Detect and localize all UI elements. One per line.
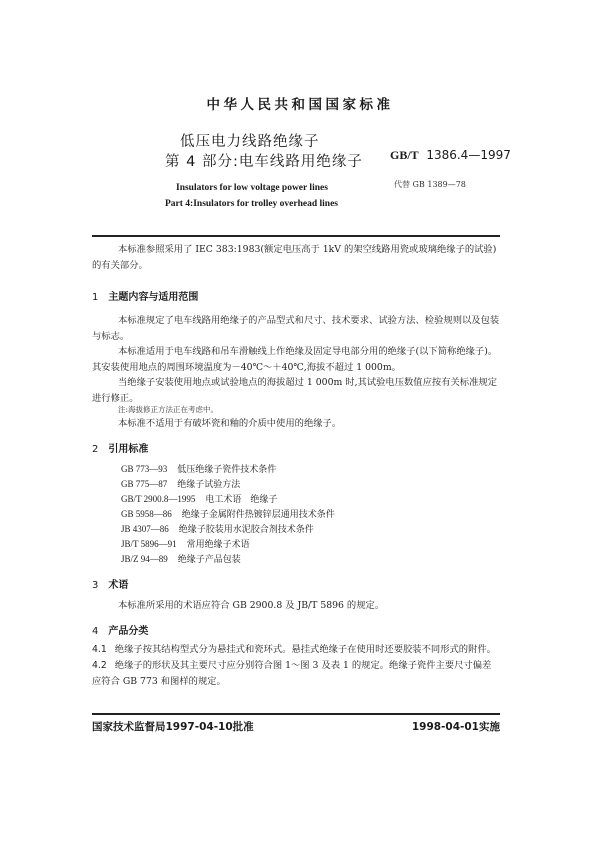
section-1-paragraph: 本标准不适用于有破坏瓷和釉的介质中使用的绝缘子。 xyxy=(118,418,342,429)
section-4-heading: 4 产品分类 xyxy=(92,626,149,637)
title-en-line1: Insulators for low voltage power lines xyxy=(176,183,328,193)
section-1-paragraph: 本标准适用于电车线路和吊车滑触线上作绝缘及固定导电部分用的绝缘子(以下简称绝缘子)。其安装使用地点的周围环境温度为－40℃～＋40℃,海拔不超过 1 000m。 xyxy=(92,346,498,373)
title-en-line2: Part 4:Insulators for trolley overhead lines xyxy=(165,199,339,209)
reference-item: GB/T 2900.8—1995 电工术语 绝缘子 xyxy=(121,494,278,505)
section-1-paragraph: 本标准规定了电车线路用绝缘子的产品型式和尺寸、技术要求、试验方法、检验规则以及包装与标志。 xyxy=(92,315,500,342)
reference-item: GB 773—93 低压绝缘子瓷件技术条件 xyxy=(121,464,277,475)
section-1-paragraph: 当绝缘子安装使用地点或试验地点的海拔超过 1 000m 时,其试验电压数值应按有关标准规定进行修正。 xyxy=(92,377,497,404)
section-1-heading: 1 主题内容与适用范围 xyxy=(92,292,199,303)
section-1-note: 注:海拔修正方法正在考虑中。 xyxy=(118,405,219,414)
reference-item: JB 4307—86 绝缘子胶装用水泥胶合剂技术条件 xyxy=(121,524,314,535)
reference-item: JB/T 5896—91 常用绝缘子术语 xyxy=(121,539,250,550)
intro-paragraph: 本标准参照采用了 IEC 383:1983(额定电压高于 1kV 的架空线路用瓷或玻璃绝缘子的试验)的有关部分。 xyxy=(92,244,497,271)
header-divider xyxy=(92,235,500,237)
clause-4-1: 4.1 绝缘子按其结构型式分为悬挂式和瓷环式。悬挂式绝缘子在使用时还要胶装不同形式的附件。 xyxy=(92,644,496,655)
reference-item: GB 5958—86 绝缘子金属附件热镀锌层通用技术条件 xyxy=(121,509,335,520)
approval-note: 国家技术监督局1997-04-10批准 xyxy=(92,721,254,733)
reference-item: JB/Z 94—89 绝缘子产品包装 xyxy=(121,554,241,565)
section-3-paragraph: 本标准所采用的术语应符合 GB 2900.8 及 JB/T 5896 的规定。 xyxy=(118,600,385,611)
section-2-heading: 2 引用标准 xyxy=(92,444,149,455)
standard-code xyxy=(390,148,511,163)
national-standard-heading: 中华人民共和国国家标准 xyxy=(206,97,394,113)
clause-4-2: 4.2 绝缘子的形状及其主要尺寸应分别符合图 1～图 3 及表 1 的规定。绝缘子瓷件主要尺寸偏差应符合 GB 773 和图样的规定。 xyxy=(92,660,492,687)
section-3-heading: 3 术语 xyxy=(92,580,129,591)
standard-prefix: GB/T xyxy=(390,148,419,162)
standard-number: 1386.4—1997 xyxy=(426,148,511,162)
title-cn-line2: 第 4 部分:电车线路用绝缘子 xyxy=(165,154,363,170)
reference-item: GB 775—87 绝缘子试验方法 xyxy=(121,479,241,490)
title-cn-line1: 低压电力线路绝缘子 xyxy=(180,134,320,150)
effective-date: 1998-04-01实施 xyxy=(411,721,500,733)
footer-divider xyxy=(92,713,500,715)
replaces-note: 代替 GB 1389—78 xyxy=(394,180,466,189)
